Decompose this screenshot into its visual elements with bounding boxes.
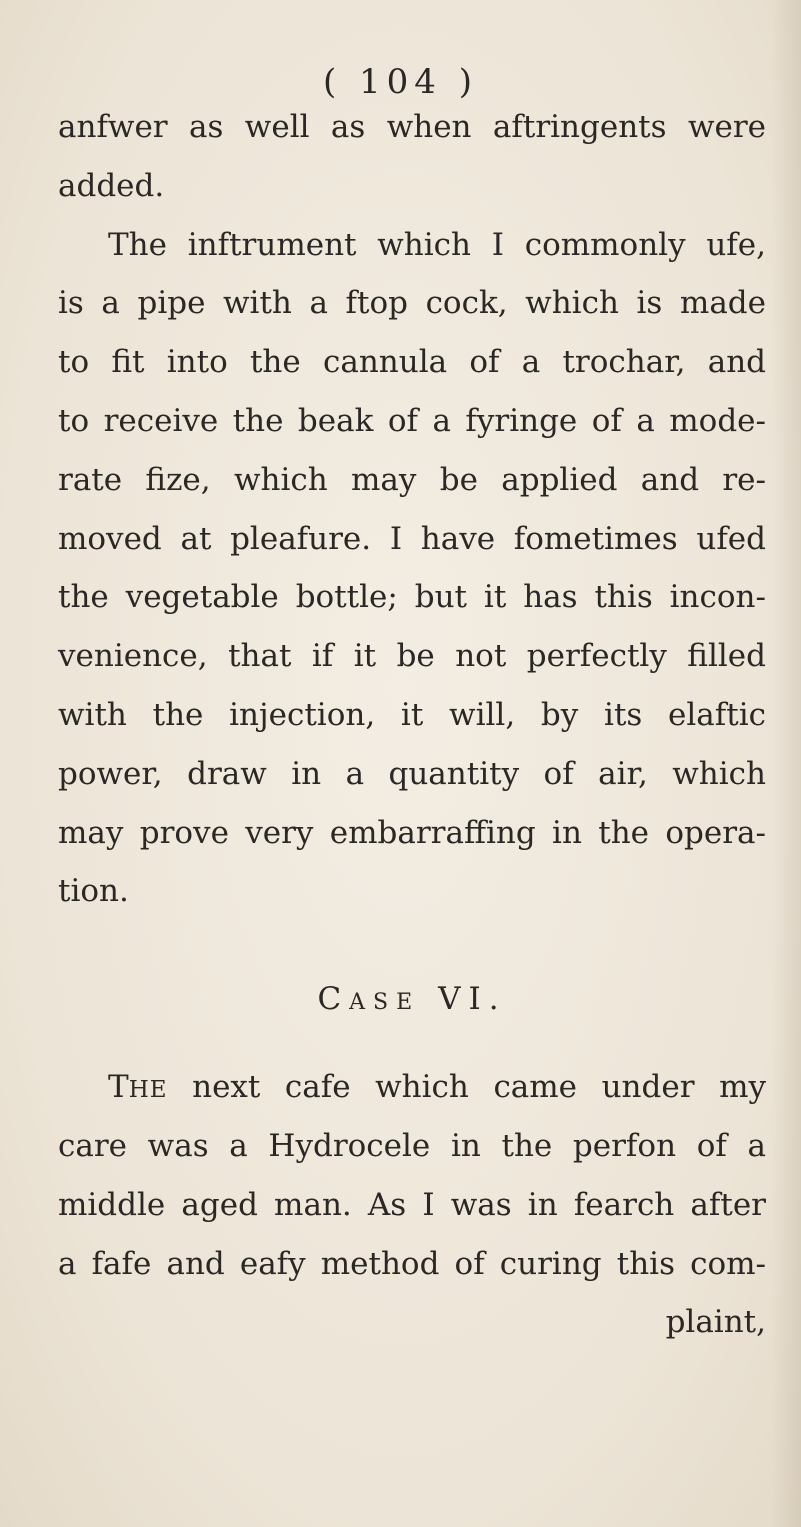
text-line: venience, that if it be not perfectly filled	[58, 638, 766, 675]
page-edge-shadow	[771, 0, 801, 1527]
text-line: added.	[58, 167, 165, 204]
heading-case-initial: C	[317, 981, 350, 1018]
text-line: tion.	[58, 873, 129, 910]
text-line: moved at pleafure. I have fometimes ufed	[58, 520, 766, 557]
text-line: power, draw in a quantity of air, which	[58, 755, 766, 792]
text-line: a fafe and eafy method of curing this com-	[58, 1245, 766, 1282]
text-line: with the injection, it will, by its elaftic	[58, 696, 766, 733]
catchword: plaint,	[665, 1304, 766, 1341]
text-line: The inftrument which I commonly ufe,	[108, 226, 766, 263]
heading-case-number: VI.	[438, 981, 507, 1018]
text-line: to fit into the cannula of a trochar, and	[58, 344, 766, 381]
body-text	[58, 98, 766, 1352]
small-caps-opening: THE	[108, 1069, 168, 1106]
text-line: rate fize, which may be applied and re-	[58, 461, 766, 498]
text-line	[58, 1058, 766, 1117]
text-line: care was a Hydrocele in the perfon of a	[58, 1127, 766, 1164]
text-line: anfwer as well as when aftringents were	[58, 109, 766, 145]
text-line: to receive the beak of a fyringe of a mode-	[58, 402, 766, 439]
case-heading	[58, 921, 766, 1058]
text-line: middle aged man. As I was in fearch after	[58, 1186, 766, 1223]
text-line: the vegetable bottle; but it has this incon-	[58, 579, 766, 616]
text-line: is a pipe with a ftop cock, which is made	[58, 285, 766, 322]
text-line-rest: next cafe which came under my	[192, 1069, 766, 1106]
heading-case-rest: ASE	[349, 990, 421, 1016]
page-number: ( 104 )	[322, 62, 479, 102]
text-line: may prove very embarraffing in the opera-	[58, 814, 766, 851]
